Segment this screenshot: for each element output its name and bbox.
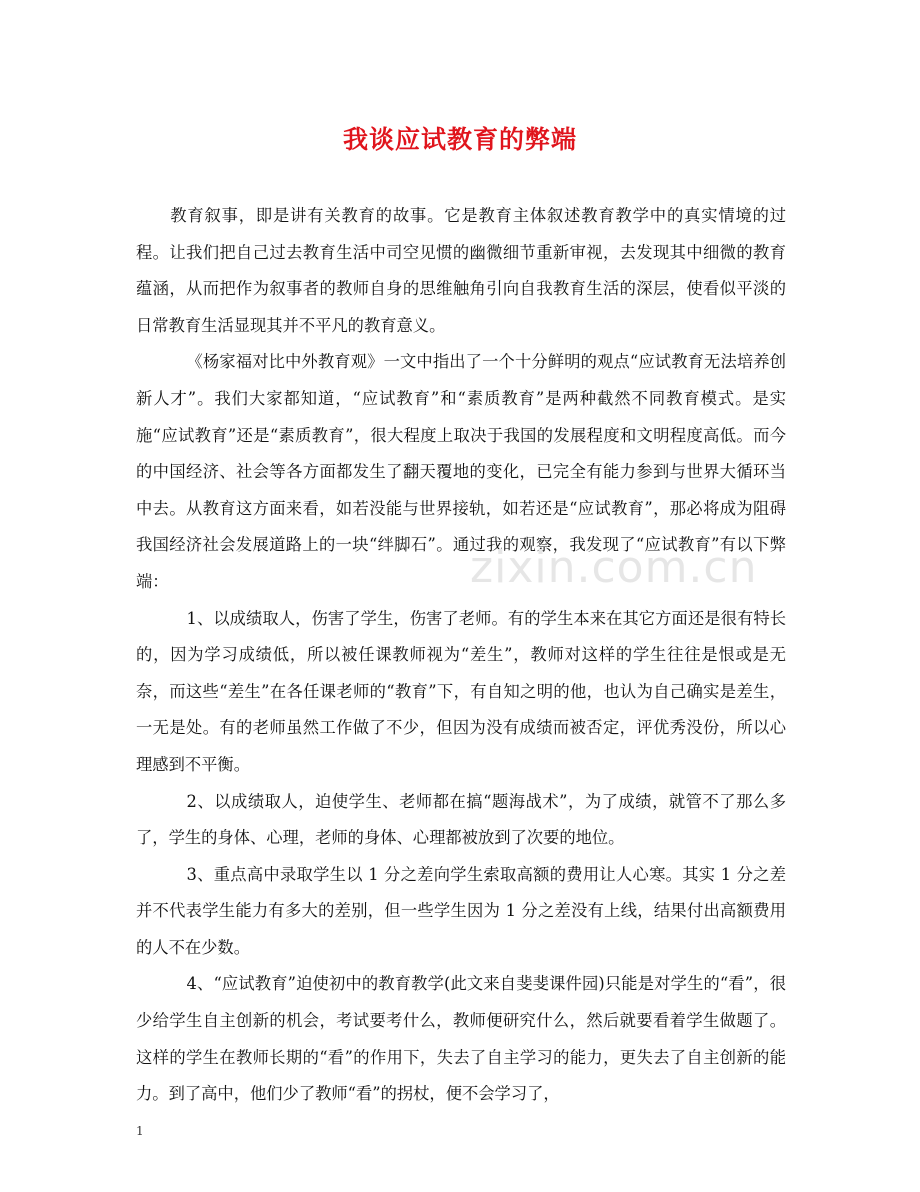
document-title: 我谈应试教育的弊端 — [342, 125, 577, 154]
document-body — [136, 198, 786, 1113]
paragraph-point-2: 2、以成绩取人，迫使学生、老师都在搞“题海战术”，为了成绩，就管不了那么多了，学生的身体、心理，老师的身体、心理都被放到了次要的地位。 — [136, 791, 786, 848]
watermark: zixin.com.cn — [470, 542, 758, 593]
paragraph-intro: 教育叙事，即是讲有关教育的故事。它是教育主体叙述教育教学中的真实情境的过程。让我们把自己过去教育生活中司空见惯的幽微细节重新审视，去发现其中细微的教育蕴涵，从而把作为叙事者的教师自身的思维触角引向自我教育生活的深层，使看似平淡的日常教育生活显现其并不平凡的教育意义。 — [136, 206, 786, 335]
paragraph-point-4: 4、“应试教育”迫使初中的教育教学(此文来自斐斐课件园)只能是对学生的“看”，很少给学生自主创新的机会，考试要考什么，教师便研究什么，然后就要看着学生做题了。这样的学生在教师长期的“看”的作用下，失去了自主学习的能力，更失去了自主创新的能力。到了高中，他们少了教师“看”的拐杖，便不会学习了， — [136, 974, 786, 1104]
page-number: 1 — [136, 1124, 144, 1138]
paragraph-viewpoint: 《杨家福对比中外教育观》一文中指出了一个十分鲜明的观点“应试教育无法培养创新人才”。我们大家都知道，“应试教育”和“素质教育”是两种截然不同教育模式。是实施“应试教育”还是“素质教育”，很大程度上取决于我国的发展程度和文明程度高低。而今的中国经济、社会等各方面都发生了翻天覆地的变化，已完全有能力参到与世界大循环当中去。从教育这方面来看，如若没能与世界接轨，如若还是“应试教育”，那必将成为阻碍我国经济社会发展道路上的一块“绊脚石”。通过我的观察，我发现了“应试教育”有以下弊端： — [136, 352, 786, 591]
paragraph-point-1: 1、以成绩取人，伤害了学生，伤害了老师。有的学生本来在其它方面还是很有特长的，因为学习成绩低，所以被任课教师视为“差生”，教师对这样的学生往往是恨或是无奈，而这些“差生”在各任课老师的“教育”下，有自知之明的他，也认为自己确实是差生，一无是处。有的老师虽然工作做了不少，但因为没有成绩而被否定，评优秀没份，所以心理感到不平衡。 — [136, 608, 786, 774]
paragraph-point-3: 3、重点高中录取学生以 1 分之差向学生索取高额的费用让人心寒。其实 1 分之差并不代表学生能力有多大的差别，但一些学生因为 1 分之差没有上线，结果付出高额费用的人不在少数。 — [136, 864, 787, 957]
